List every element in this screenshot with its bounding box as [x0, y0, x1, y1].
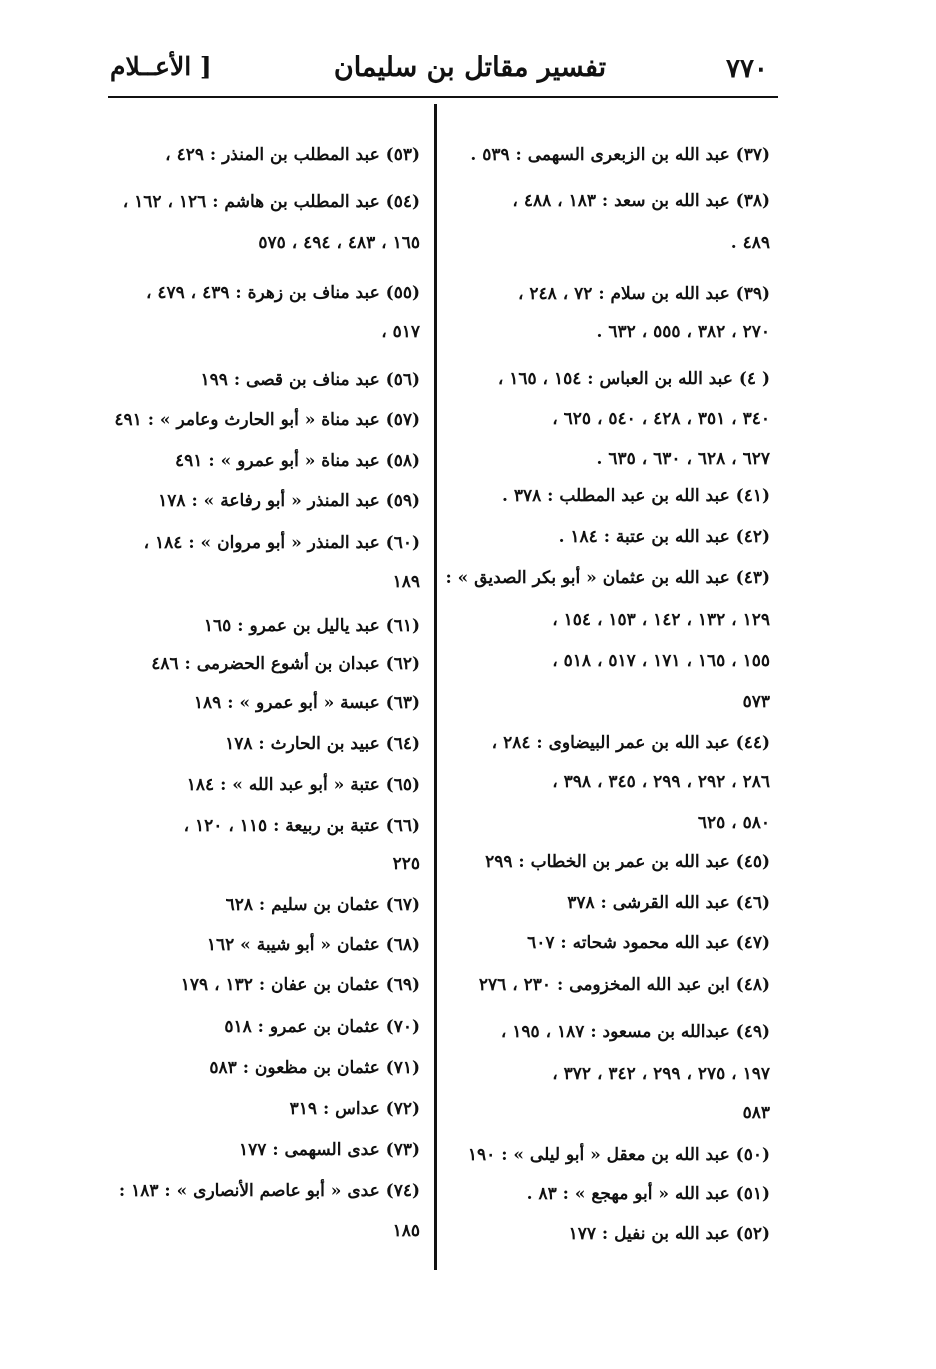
index-line: (٦٩) عثمان بن عفان : ١٣٢ ، ١٧٩ — [180, 975, 420, 995]
index-line: (٣٧) عبد الله بن الزبعرى السهمى : ٥٣٩ . — [470, 145, 770, 165]
section-title: [ الأعــلام — [110, 52, 212, 81]
index-line: (٤٦) عبد الله القرشى : ٣٧٨ — [567, 893, 770, 913]
index-line: (٥٩) عبد المنذر « أبو رفاعة » : ١٧٨ — [158, 491, 420, 511]
index-line: (٦٢) عبدان بن أشوع الحضرمى : ٤٨٦ — [151, 654, 420, 674]
header-rule — [108, 96, 778, 98]
index-line: ٦٢٧ ، ٦٢٨ ، ٦٣٠ ، ٦٣٥ . — [596, 449, 770, 469]
index-line: (٤٧) عبد الله محمود شحاته : ٦٠٧ — [527, 933, 770, 953]
index-line: ٤٨٩ . — [730, 233, 770, 253]
index-line: ( ٤) عبد الله بن العباس : ١٥٤ ، ١٦٥ ، — [497, 369, 770, 389]
index-line: (٤٤) عبد الله بن عمر البيضاوى : ٢٨٤ ، — [491, 733, 770, 753]
index-line: (٦٦) عتبة بن ربيعة : ١١٥ ، ١٢٠ ، — [183, 816, 420, 836]
index-line: (٧٢) عداس : ٣١٩ — [289, 1099, 420, 1119]
index-line: ١٥٥ ، ١٦٥ ، ١٧١ ، ٥١٧ ، ٥١٨ ، — [552, 651, 770, 671]
page-title: تفسير مقاتل بن سليمان — [333, 52, 607, 83]
index-line: (٤٩) عبدالله بن مسعود : ١٨٧ ، ١٩٥ ، — [500, 1022, 770, 1042]
index-line: ٣٤٠ ، ٣٥١ ، ٤٢٨ ، ٥٤٠ ، ٦٢٥ ، — [552, 409, 770, 429]
index-line: (٥٠) عبد الله بن معقل « أبو ليلى » : ١٩٠ — [467, 1145, 770, 1165]
index-line: ٢٢٥ — [392, 854, 420, 874]
index-line: (٧٤) عدى « أبو عاصم الأنصارى » : ١٨٣ : — [118, 1181, 420, 1201]
index-line: (٦٨) عثمان « أبو شيبة » ١٦٢ — [206, 935, 420, 955]
index-line: ٥٨٠ ، ٦٢٥ — [697, 813, 770, 833]
index-line: (٤٥) عبد الله بن عمر بن الخطاب : ٢٩٩ — [485, 852, 770, 872]
index-line: (٣٩) عبد الله بن سلام : ٧٢ ، ٢٤٨ ، — [518, 284, 770, 304]
index-line: (٦٧) عثمان بن سليم : ٦٢٨ — [225, 895, 420, 915]
index-line: (٦٣) عبسة « أبو عمرو » : ١٨٩ — [193, 693, 420, 713]
index-line: (٥٣) عبد المطلب بن المنذر : ٤٢٩ ، — [165, 145, 420, 165]
index-line: (٧١) عثمان بن مظعون : ٥٨٣ — [209, 1058, 420, 1078]
index-line: (٧٠) عثمان بن عمرو : ٥١٨ — [224, 1017, 420, 1037]
index-line: (٥١) عبد الله « أبو مهجع » : ٨٣ . — [526, 1184, 770, 1204]
page-number: ٧٧٠ — [726, 54, 768, 84]
index-line: (٤٣) عبد الله بن عثمان « أبو بكر الصديق » : — [445, 568, 770, 588]
index-line: ٥١٧ ، — [381, 322, 420, 342]
index-line: ٢٨٦ ، ٢٩٢ ، ٢٩٩ ، ٣٤٥ ، ٣٩٨ ، — [552, 772, 770, 792]
index-line: ١٩٧ ، ٢٧٥ ، ٢٩٩ ، ٣٤٢ ، ٣٧٢ ، — [552, 1064, 770, 1084]
index-line: ١٢٩ ، ١٣٢ ، ١٤٢ ، ١٥٣ ، ١٥٤ ، — [552, 610, 770, 630]
index-line: (٦٤) عبيد بن الحارث : ١٧٨ — [225, 734, 420, 754]
index-line: ٥٨٣ — [742, 1103, 770, 1123]
index-line: (٥٦) عبد مناف بن قصى : ١٩٩ — [200, 370, 420, 390]
index-line: (٦٥) عتبة « أبو عبد الله » : ١٨٤ — [186, 775, 420, 795]
index-line: (٥٨) عبد مناة « أبو عمرو » : ٤٩١ — [175, 451, 420, 471]
index-line: ١٨٩ — [392, 572, 420, 592]
index-line: (٦٠) عبد المنذر « أبو مروان » : ١٨٤ ، — [143, 533, 420, 553]
index-line: (٣٨) عبد الله بن سعد : ١٨٣ ، ٤٨٨ ، — [512, 191, 770, 211]
index-line: ٥٧٣ — [742, 692, 770, 712]
index-line: ٢٧٠ ، ٣٨٢ ، ٥٥٥ ، ٦٣٢ . — [596, 322, 770, 342]
index-line: (٥٢) عبد الله بن نفيل : ١٧٧ — [568, 1224, 770, 1244]
column-divider — [434, 104, 437, 1270]
index-line: (٦١) عبد ياليل بن عمرو : ١٦٥ — [203, 616, 420, 636]
index-line: (٥٤) عبد المطلب بن هاشم : ١٢٦ ، ١٦٢ ، — [122, 192, 420, 212]
index-line: (٤٨) ابن عبد الله المخزومى : ٢٣٠ ، ٢٧٦ — [478, 975, 770, 995]
index-line: (٤١) عبد الله بن عبد المطلب : ٣٧٨ . — [501, 486, 770, 506]
index-line: (٧٣) عدى السهمى : ١٧٧ — [239, 1140, 420, 1160]
index-line: (٥٥) عبد مناف بن زهرة : ٤٣٩ ، ٤٧٩ ، — [145, 283, 420, 303]
index-line: ١٦٥ ، ٤٨٣ ، ٤٩٤ ، ٥٧٥ — [258, 233, 420, 253]
index-line: (٥٧) عبد مناة « أبو الحارث وعامر » : ٤٩١ — [114, 410, 420, 430]
index-line: (٤٢) عبد الله بن عتبة : ١٨٤ . — [558, 527, 770, 547]
index-line: ١٨٥ — [392, 1221, 420, 1241]
